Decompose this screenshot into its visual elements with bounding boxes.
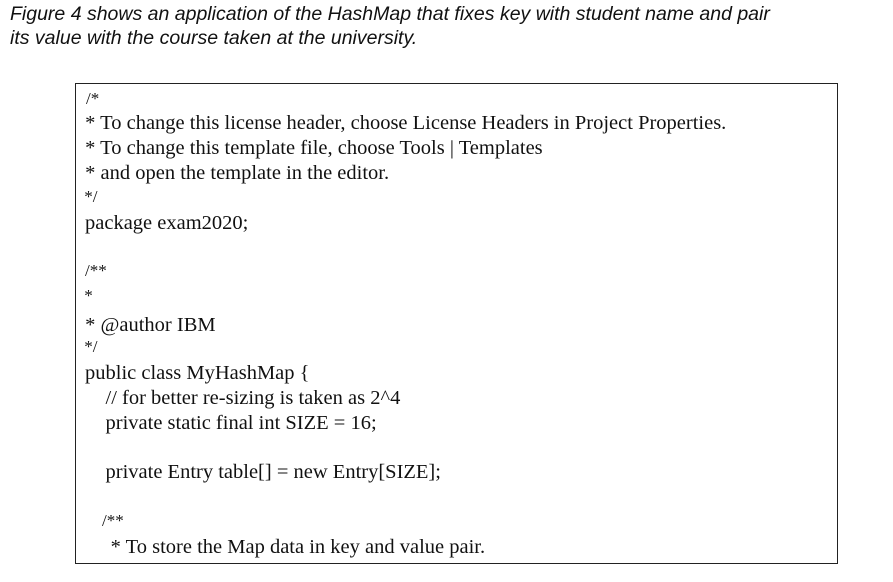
code-line-12: public class MyHashMap { xyxy=(85,362,310,384)
code-line-13: // for better re-sizing is taken as 2^4 xyxy=(85,387,401,409)
code-listing xyxy=(75,83,838,564)
caption-line-1: Figure 4 shows an application of the HashMap that fixes key with student name and pair xyxy=(10,3,770,25)
code-line-16: private Entry table[] = new Entry[SIZE]; xyxy=(85,461,441,483)
code-line-4: * and open the template in the editor. xyxy=(80,162,390,184)
code-line-19: * To store the Map data in key and value pair. xyxy=(85,536,486,558)
code-line-11: */ xyxy=(80,337,98,356)
code-line-8: /** xyxy=(85,261,107,280)
code-line-1: /* xyxy=(86,89,100,108)
code-line-18: /** xyxy=(85,511,124,530)
code-line-2: * To change this license header, choose License Headers in Project Properties. xyxy=(80,112,727,134)
code-line-6: package exam2020; xyxy=(85,212,249,234)
code-line-9: * xyxy=(80,286,93,305)
code-line-5: */ xyxy=(80,187,98,206)
caption-line-2: its value with the course taken at the university. xyxy=(10,27,418,49)
code-line-10: * @author IBM xyxy=(80,314,216,336)
code-line-3: * To change this template file, choose Tools | Templates xyxy=(80,137,543,159)
figure-caption xyxy=(10,2,890,50)
code-line-14: private static final int SIZE = 16; xyxy=(85,412,377,434)
